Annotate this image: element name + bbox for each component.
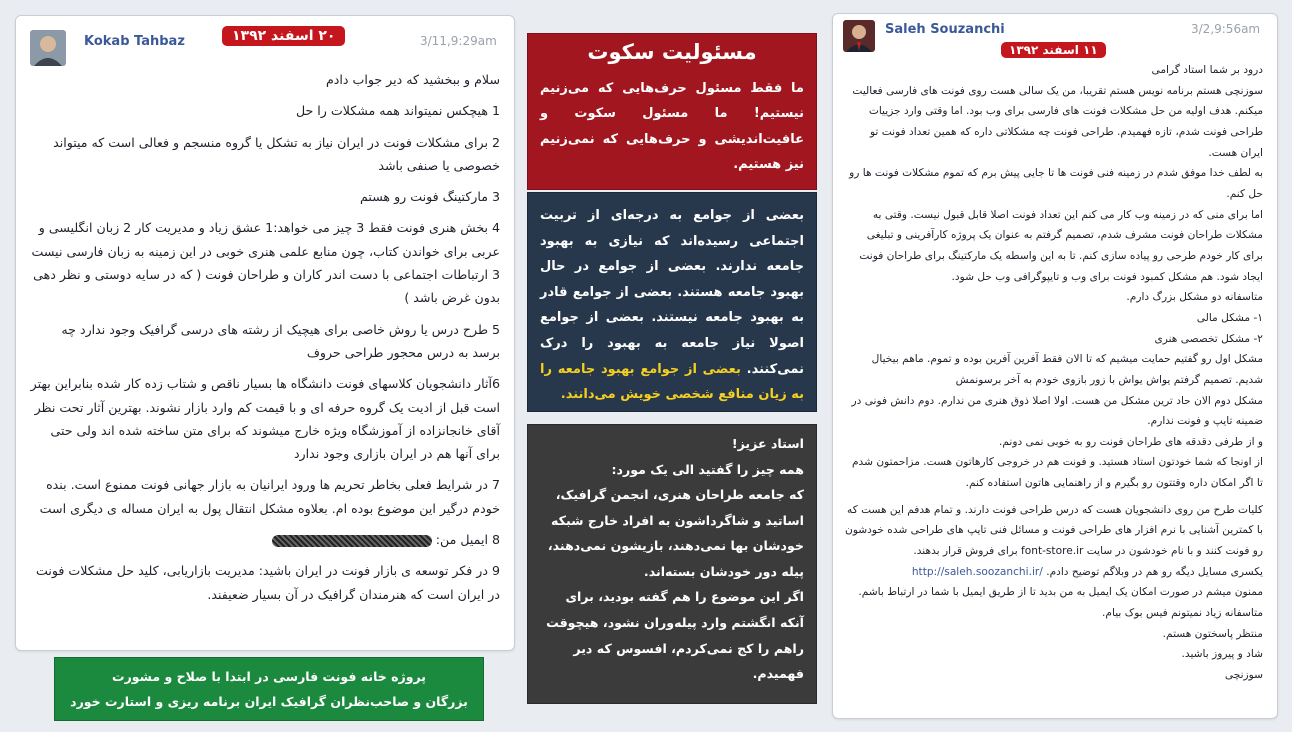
greeting-text: سلام و ببخشید که دیر جواب دادم <box>325 72 500 87</box>
post-card-saleh <box>832 13 1278 719</box>
list-item: 5 طرح درس یا روش خاصی برای هیچیک از رشته های درسی گرافیک وجود ندارد چه برسد به درس محجور طراحی حروف <box>61 321 500 360</box>
list-item: 6آثار دانشجویان کلاسهای فونت دانشگاه ها بسیار ناقص و شتاب زده کار شده بنابراین بهتر است قبل از ادیت یک گروه حرفه ای و با قیمت کم وارد بازار نشوند. بهترین آثار تحت نظر آقای خانجانزاده از آموزشگاه ویژه خارج میشوند که برای متن ساخته شده اند ولی حتی برای آنها هم در ایران بازاری وجود ندارد <box>30 376 500 462</box>
caption-title: مسئولیت سکوت <box>587 40 757 64</box>
avatar-photo-icon <box>843 20 875 52</box>
message-line: ۲- مشکل تخصصی هنری <box>1154 332 1263 345</box>
message-line: ممنون میشم در صورت امکان یک ایمیل به من بدید تا از طریق ایمیل با شما در ارتباط باشم. متاسفانه زیاد نمیتونم فیس بوک بیام. <box>858 586 1263 620</box>
list-item: 4 بخش هنری فونت فقط 3 چیز می خواهد:1 عشق زیاد و مدیریت کار 2 زبان انگلیسی و عربی برای خواندن کتاب، چون منابع علمی هنری خوبی در این زمینه به زبان فارسی نیست 3 ارتباطات اجتماعی با دست اندر کاران و طراحان فونت ( که در سایه دوستی و نظر دهی بدون غرض باشد ) <box>31 220 500 306</box>
caption-red <box>527 33 817 190</box>
caption-line: بزرگان و صاحب‌نظران گرافیک ایران برنامه ریزی و استارت خورد <box>70 694 468 709</box>
message-line: سوزنچی هستم برنامه نویس هستم تقریبا، من یک سالی هست روی فونت های فارسی فعالیت میکنم. هدف اولیه من حل مشکلات فونت های فارسی برای وب بود. اما وقتی وارد جزییات طراحی فونت شدم، تازه فهمیدم. طراحی فونت چه مشکلاتی داره که همین تعداد فونت تو ایران هست. <box>852 84 1263 159</box>
post-card-kokab <box>15 15 515 651</box>
list-item: 3 مارکتینگ فونت رو هستم <box>360 189 500 205</box>
message-line: شاد و پیروز باشید. <box>1181 648 1263 661</box>
list-item: 9 در فکر توسعه ی بازار فونت در ایران باشید: مدیریت بازاریابی، کلید حل مشکلات فونت در ایران است که هنرمندان گرافیک در آن بسیار ضعیفند. <box>36 563 500 602</box>
message-line: اما برای منی که در زمینه وب کار می کنم این تعداد فونت اصلا قابل قبول نیست. وقتی به مشکلات طراحان فونت مشرف شدم، تصمیم گرفتم به عنوان یک پروژه کارآفرینی و تبلیغی برای کار خودم طرحی رو پیاده سازی کنم. تا به این واسطه یک مارکتینگ برای طراحان فونت ایجاد شود. هم مشکل کمبود فونت برای وب و تایپوگرافی وب حل شود. <box>859 208 1263 283</box>
list-item: 1 هیچکس نمیتواند همه مشکلات را حل <box>295 103 500 119</box>
caption-text: ما فقط مسئول حرف‌هایی که می‌زنیم نیستیم! ما مسئول سکوت و عافیت‌اندیشی و حرف‌هایی که نمی‌زنیم نیز هستیم. <box>540 81 804 173</box>
caption-line: پروژه خانه فونت فارسی در ابتدا با صلاح و مشورت <box>112 669 426 684</box>
date-badge: ۱۱ اسفند ۱۳۹۲ <box>1001 42 1106 58</box>
message-line: ۱- مشکل مالی <box>1196 311 1263 324</box>
timestamp[interactable]: 3/2,9:56am <box>1191 22 1261 36</box>
post-header <box>16 16 514 66</box>
message-line: مشکل اول رو گفتیم حمایت میشیم که تا الان فقط آفرین آفرین بوده و تموم. ماهم بیخیال شدیم. تصمیم گرفتم یواش یواش با زور بازوی خودم به آخر برسونمش <box>871 353 1263 386</box>
author-name[interactable]: Kokab Tahbaz <box>84 34 185 49</box>
redacted-email <box>272 535 432 547</box>
caption-highlight: بعضی از جوامع بهبود جامعه را به زیان منافع شخصی خویش می‌دانند. <box>540 361 804 403</box>
caption-line: اگر این موضوع را هم گفته بودید، برای آنکه انگشتم وارد پیله‌وران نشود، هیچوقت راهم را کج نمی‌کردم، افسوس که دیر فهمیدم. <box>546 589 804 682</box>
author-name[interactable]: Saleh Souzanchi <box>885 22 1005 37</box>
caption-navy <box>527 192 817 412</box>
blog-link[interactable]: http://saleh.soozanchi.ir/ <box>911 565 1043 578</box>
message-line: کلیات طرح من روی دانشجویان هست که درس طراحی فونت دارند. و تمام هدفم این هست که با کمترین آشنایی با نرم افزار های طراحی فونت و مسائل فنی تایپ های طراحی شده خودشون رو فونت کنند و با نام خودشون در سایت font-store.ir برای فروش قرار بدهند. <box>845 503 1263 558</box>
email-item <box>30 528 500 551</box>
caption-dark <box>527 424 817 704</box>
timestamp[interactable]: 3/11,9:29am <box>420 34 497 48</box>
caption-green <box>54 657 484 721</box>
message-line: و از طرفی دقدقه های طراحان فونت رو به خوبی نمی دونم. <box>998 435 1263 448</box>
email-label: 8 ایمیل من: <box>435 532 500 548</box>
message-line: منتظر پاسختون هستم. <box>1162 627 1263 640</box>
message-line: از اونجا که شما خودتون استاد هستید. و فونت هم در خروجی کارهاتون هست. مزاحمتون شدم تا اگر امکان داره وقتتون رو بگیرم و از راهنمایی هاتون استفاده کنم. <box>851 456 1263 490</box>
message-line: درود بر شما استاد گرامی <box>1151 64 1263 76</box>
caption-text: بعضی از جوامع به درجه‌ای از تربیت اجتماعی رسیده‌اند که نیازی به بهبود جامعه ندارند. بعضی از جوامع در حال بهبود جامعه هستند. بعضی از جوامع قادر به بهبود جامعه نیستند. بعضی از جوامع اصولا نیاز جامعه به بهبود را درک نمی‌کنند. <box>540 208 804 377</box>
list-item: 7 در شرایط فعلی بخاطر تحریم ها ورود ایرانیان به بازار جهانی فونت ممنوع است. بنده خودم درگیر این موضوع بوده ام. بعلاوه مشکل انتقال پول به ایران مساله ی دیگری است <box>39 477 500 516</box>
caption-line: همه چیز را گفتید الی یک مورد: <box>611 461 804 477</box>
message-body <box>30 68 500 614</box>
message-body <box>845 60 1263 686</box>
avatar-photo-icon <box>30 30 66 66</box>
avatar[interactable] <box>843 20 875 52</box>
message-line: به لطف خدا موفق شدم در زمینه فنی فونت ها تا جایی پیش برم که تموم مشکلات فونت ها رو حل کنم. <box>849 167 1263 200</box>
message-line: یکسری مسایل دیگه رو هم در وبلاگم توضیح دادم. <box>1046 565 1263 578</box>
message-line: سوزنچی <box>1224 669 1263 682</box>
caption-line: که جامعه طراحان هنری، انجمن گرافیک، اساتید و شاگرداشون به افراد خارج شبکه خودشان بها نمی‌دهند، بازیشون نمی‌دهند، پیله دور خودشان بسته‌اند. <box>547 487 804 579</box>
avatar[interactable] <box>30 30 66 66</box>
message-line: مشکل دوم الان حاد ترین مشکل من هست. اولا اصلا ذوق هنری من ندارم. دوم دانش فونی در ضمینه تایپ و فونت ندارم. <box>851 394 1263 428</box>
list-item: 2 برای مشکلات فونت در ایران نیاز به تشکل یا گروه منسجم و فعالی است که میتواند خصوصی یا صنفی باشد <box>53 134 500 173</box>
message-line: متاسفانه دو مشکل بزرگ دارم. <box>1126 291 1263 304</box>
message-line-with-link <box>845 562 1263 583</box>
caption-line: استاد عزیز! <box>731 436 804 451</box>
post-header <box>833 14 1277 64</box>
date-badge: ۲۰ اسفند ۱۳۹۲ <box>222 26 345 46</box>
